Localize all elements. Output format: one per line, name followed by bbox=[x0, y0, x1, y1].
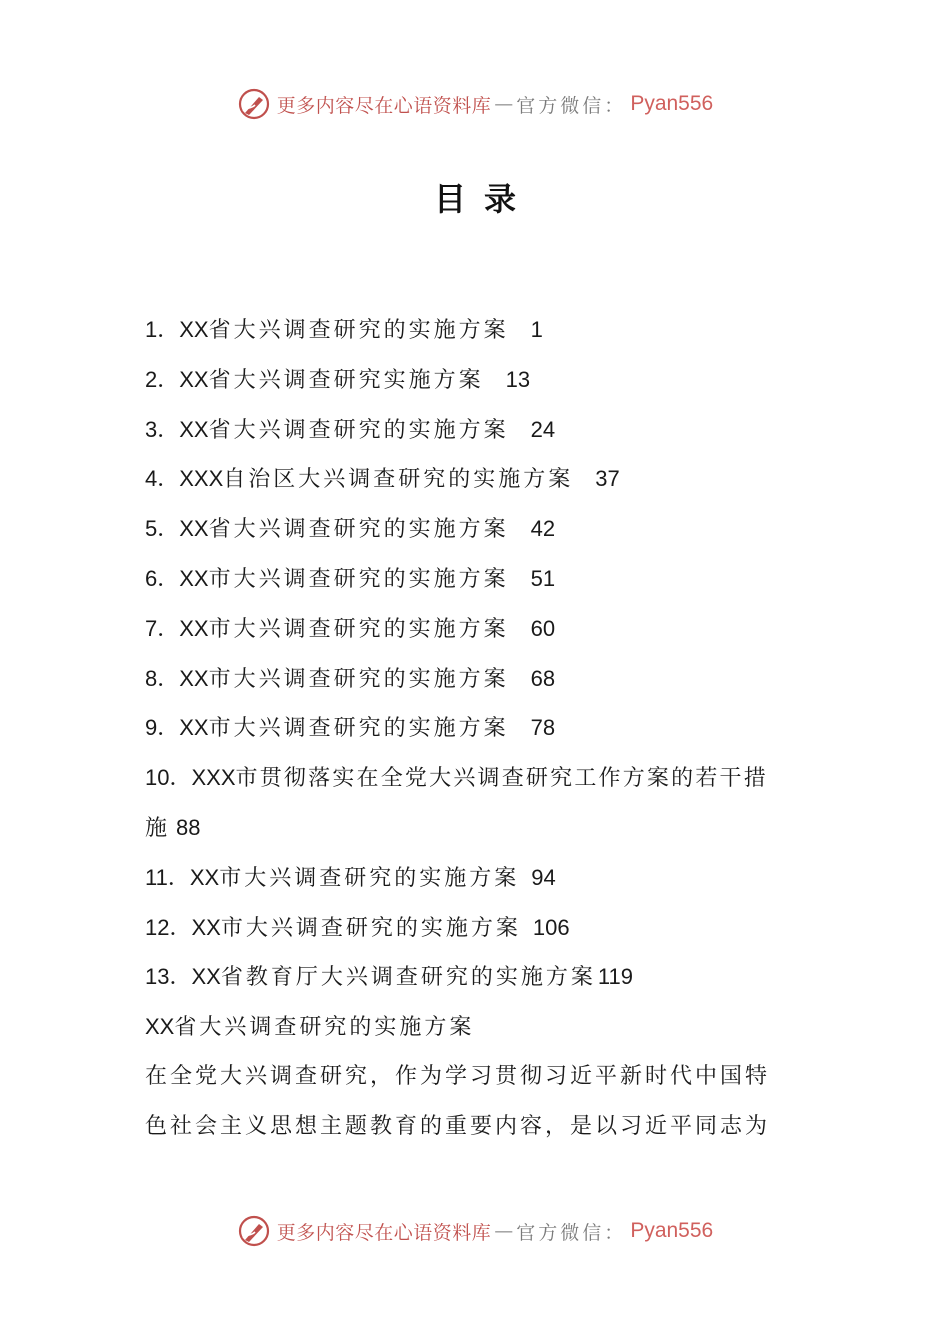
toc-page-number: 88 bbox=[176, 814, 201, 840]
toc-item-6[interactable]: 6．XX市大兴调查研究的实施方案 51 bbox=[145, 565, 556, 592]
toc-page-number: 68 bbox=[530, 665, 556, 691]
toc-item-10[interactable]: 10．XXX市贯彻落实在全党大兴调查研究工作方案的若干措 bbox=[145, 765, 768, 792]
toc-page-number: 42 bbox=[530, 516, 556, 542]
watermark-brand: 更多内容尽在心语资料库 bbox=[276, 94, 492, 117]
toc-item-8[interactable]: 8．XX市大兴调查研究的实施方案 68 bbox=[145, 665, 556, 692]
toc-item-10-continued[interactable]: 施 88 bbox=[145, 814, 201, 841]
toc-page-number: 1 bbox=[530, 317, 543, 342]
footer-watermark bbox=[0, 1209, 950, 1253]
toc-item-9[interactable]: 9．XX市大兴调查研究的实施方案 78 bbox=[145, 715, 556, 742]
toc-item-13[interactable]: 13．XX省教育厅大兴调查研究的实施方案119 bbox=[145, 964, 633, 991]
body-paragraph-line-2: 色社会主义思想主题教育的重要内容，是以习近平同志为 bbox=[145, 1113, 771, 1139]
toc-page-number: 13 bbox=[505, 366, 531, 392]
watermark-wechat-id: Pyan556 bbox=[630, 1219, 714, 1242]
toc-page-number: 119 bbox=[597, 964, 633, 990]
header-watermark bbox=[0, 82, 950, 126]
toc-page-number: 78 bbox=[530, 715, 556, 741]
toc-page-number: 24 bbox=[530, 416, 556, 442]
toc-item-11[interactable]: 11．XX市大兴调查研究的实施方案 94 bbox=[145, 864, 556, 891]
body-paragraph-line-1: 在全党大兴调查研究，作为学习贯彻习近平新时代中国特 bbox=[145, 1063, 771, 1089]
toc-item-12[interactable]: 12．XX市大兴调查研究的实施方案 106 bbox=[145, 914, 570, 941]
page-title: 目录 bbox=[433, 180, 534, 218]
watermark-official: 官方微信： bbox=[516, 1221, 627, 1244]
toc-item-1[interactable]: 1．XX省大兴调查研究的实施方案 1 bbox=[145, 317, 543, 343]
toc-page-number: 51 bbox=[530, 565, 556, 591]
section-heading: XX省大兴调查研究的实施方案 bbox=[145, 1014, 475, 1041]
watermark-official: 官方微信： bbox=[516, 94, 627, 117]
watermark-brand: 更多内容尽在心语资料库 bbox=[276, 1221, 492, 1244]
pen-logo-icon bbox=[237, 87, 271, 121]
toc-page-number: 60 bbox=[530, 615, 556, 641]
watermark-separator: — bbox=[494, 93, 514, 115]
toc-page-number: 106 bbox=[532, 914, 570, 940]
pen-logo-icon bbox=[237, 1214, 271, 1248]
watermark-separator: — bbox=[494, 1220, 514, 1242]
toc-page-number: 94 bbox=[531, 864, 556, 890]
toc-item-2[interactable]: 2．XX省大兴调查研究实施方案 13 bbox=[145, 366, 531, 393]
toc-item-7[interactable]: 7．XX市大兴调查研究的实施方案 60 bbox=[145, 615, 556, 642]
toc-item-4[interactable]: 4．XXX自治区大兴调查研究的实施方案 37 bbox=[145, 466, 620, 493]
watermark-wechat-id: Pyan556 bbox=[630, 92, 714, 115]
toc-item-3[interactable]: 3．XX省大兴调查研究的实施方案 24 bbox=[145, 416, 556, 443]
toc-item-5[interactable]: 5．XX省大兴调查研究的实施方案 42 bbox=[145, 516, 556, 543]
toc-page-number: 37 bbox=[595, 466, 620, 492]
toc-list bbox=[145, 305, 810, 1152]
